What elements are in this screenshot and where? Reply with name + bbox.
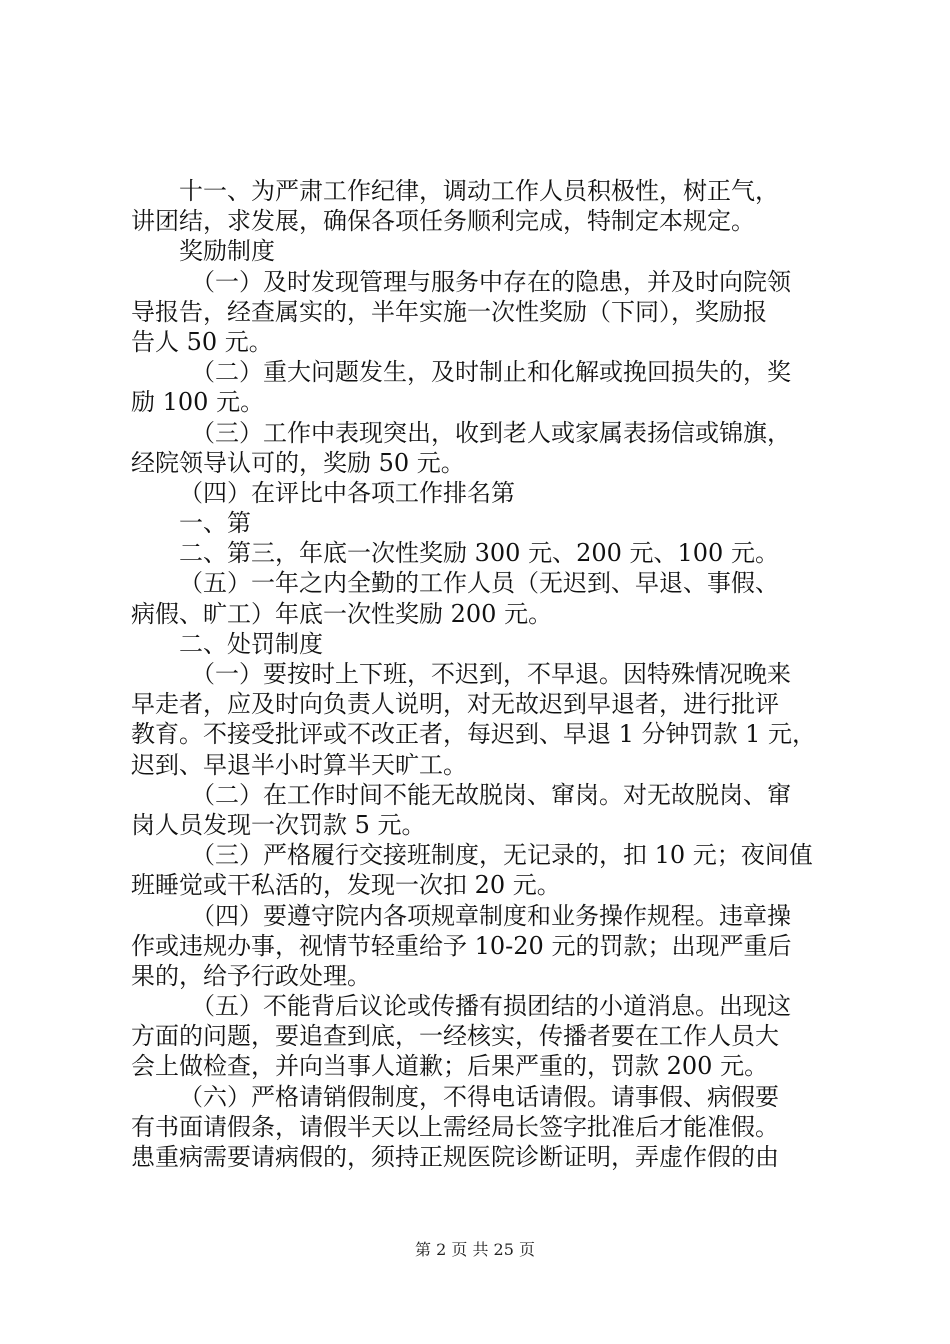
paragraph <box>131 840 831 900</box>
paragraph <box>131 267 831 358</box>
document-body <box>131 176 831 1172</box>
paragraph <box>131 236 831 266</box>
text-line: （一）要按时上下班，不迟到，不早退。因特殊情况晚来 <box>191 660 791 688</box>
text-line: 作或违规办事，视情节轻重给予 10-20 元的罚款；出现严重后 <box>131 931 792 960</box>
text-line: （四）在评比中各项工作排名第 <box>179 478 515 507</box>
paragraph <box>131 176 831 236</box>
text-line: （二）在工作时间不能无故脱岗、窜岗。对无故脱岗、窜 <box>191 780 791 809</box>
paragraph <box>131 629 831 659</box>
text-line: （四）要遵守院内各项规章制度和业务操作规程。违章操 <box>191 901 791 930</box>
text-line: 教育。不接受批评或不改正者，每迟到、早退 1 分钟罚款 1 元， <box>131 720 817 749</box>
paragraph <box>131 357 831 417</box>
text-line: 患重病需要请病假的，须持正规医院诊断证明，弄虚作假的由 <box>131 1143 779 1171</box>
text-line: 十一、为严肃工作纪律，调动工作人员积极性，树正气， <box>179 177 779 205</box>
text-line: 会上做检查，并向当事人道歉；后果严重的，罚款 200 元。 <box>131 1052 769 1081</box>
text-line: （六）严格请销假制度，不得电话请假。请事假、病假要 <box>179 1082 779 1111</box>
text-line: 果的，给予行政处理。 <box>131 961 371 990</box>
text-line: 病假、旷工）年底一次性奖励 200 元。 <box>131 599 553 628</box>
text-line: 一、第 <box>179 509 251 538</box>
text-line: 有书面请假条，请假半天以上需经局长签字批准后才能准假。 <box>131 1112 779 1141</box>
paragraph <box>131 568 831 628</box>
text-line: （五）一年之内全勤的工作人员（无迟到、早退、事假、 <box>179 569 779 598</box>
text-line: 方面的问题，要追查到底，一经核实，传播者要在工作人员大 <box>131 1022 779 1051</box>
paragraph <box>131 780 831 840</box>
paragraph <box>131 538 831 568</box>
text-line: 迟到、早退半小时算半天旷工。 <box>131 750 467 779</box>
paragraph <box>131 508 831 538</box>
paragraph <box>131 1082 831 1173</box>
text-line: 二、处罚制度 <box>179 629 323 658</box>
text-line: （二）重大问题发生，及时制止和化解或挽回损失的，奖 <box>191 358 791 387</box>
text-line: （三）严格履行交接班制度，无记录的，扣 10 元；夜间值 <box>191 841 813 870</box>
paragraph <box>131 418 831 478</box>
text-line: 告人 50 元。 <box>131 327 273 356</box>
paragraph <box>131 659 831 780</box>
text-line: 岗人员发现一次罚款 5 元。 <box>131 810 426 839</box>
text-line: 导报告，经查属实的，半年实施一次性奖励（下同），奖励报 <box>131 297 767 326</box>
text-line: 经院领导认可的，奖励 50 元。 <box>131 448 465 477</box>
text-line: 二、第三，年底一次性奖励 300 元、200 元、100 元。 <box>179 539 779 568</box>
paragraph <box>131 991 831 1082</box>
text-line: 班睡觉或干私活的，发现一次扣 20 元。 <box>131 871 561 900</box>
paragraph <box>131 901 831 992</box>
page-footer: 第 2 页 共 25 页 <box>415 1240 535 1259</box>
text-line: （五）不能背后议论或传播有损团结的小道消息。出现这 <box>191 992 791 1021</box>
text-line: 早走者，应及时向负责人说明，对无故迟到早退者，进行批评 <box>131 690 779 719</box>
text-line: 奖励制度 <box>179 237 275 266</box>
text-line: 讲团结，求发展，确保各项任务顺利完成，特制定本规定。 <box>131 207 755 236</box>
paragraph <box>131 478 831 508</box>
text-line: （三）工作中表现突出，收到老人或家属表扬信或锦旗， <box>191 418 791 447</box>
text-line: （一）及时发现管理与服务中存在的隐患，并及时向院领 <box>191 267 791 296</box>
text-line: 励 100 元。 <box>131 388 265 417</box>
